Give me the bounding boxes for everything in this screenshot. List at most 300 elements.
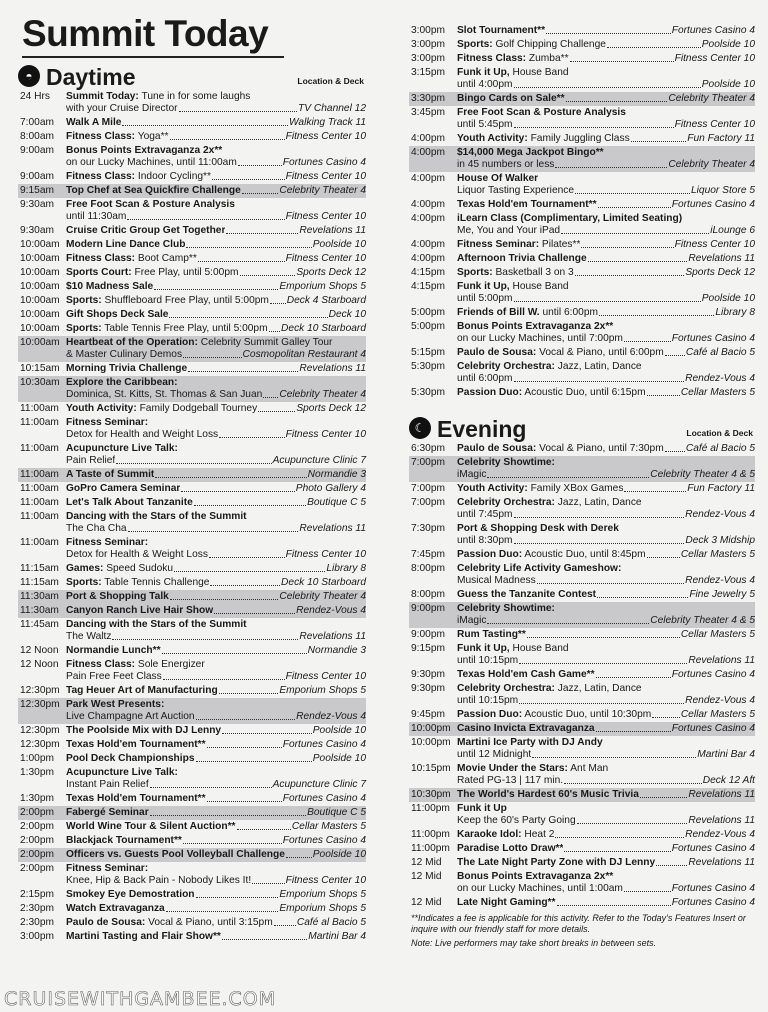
event-subtitle: Pain Free Feet Class <box>66 671 162 682</box>
event-name: Gift Shops Deck Sale <box>66 309 169 320</box>
event-body <box>66 267 366 279</box>
daytime-heading: Daytime <box>46 64 136 90</box>
event-title-line <box>66 917 366 929</box>
event-row <box>18 820 366 834</box>
event-name: The Late Night Party Zone with DJ Lenny <box>457 857 656 868</box>
event-row <box>409 482 755 496</box>
dot-leader <box>647 395 680 396</box>
event-body <box>457 281 755 305</box>
event-description: Acoustic Duo, until 10:30pm <box>522 709 652 720</box>
event-time: 24 Hrs <box>20 91 51 102</box>
event-body <box>66 889 366 901</box>
event-body <box>457 683 755 707</box>
event-subtitle: until 10:15pm <box>457 655 519 666</box>
event-title-line <box>457 683 755 695</box>
event-subtitle: until 7:45pm <box>457 509 513 520</box>
event-body <box>457 669 755 681</box>
dot-leader <box>598 207 671 208</box>
event-row <box>18 766 366 792</box>
event-name: $10 Madness Sale <box>66 281 154 292</box>
event-detail-line <box>457 815 755 827</box>
event-body <box>457 93 755 105</box>
event-time: 9:15pm <box>411 643 445 654</box>
event-title-line <box>66 753 366 765</box>
event-time: 11:00am <box>20 483 59 494</box>
event-name: Canyon Ranch Live Hair Show <box>66 605 214 616</box>
event-time: 10:00am <box>20 253 60 264</box>
dot-leader <box>564 783 702 784</box>
dot-leader <box>154 289 278 290</box>
event-name: Texas Hold'em Tournament** <box>457 199 597 210</box>
event-location: Martini Bar 4 <box>308 931 366 942</box>
event-body <box>457 871 755 895</box>
event-subtitle: The Cha Cha <box>66 523 127 534</box>
event-row <box>18 322 366 336</box>
event-row <box>409 146 755 172</box>
event-description: Shuffleboard Free Play, until 5:00pm <box>101 295 269 306</box>
dot-leader <box>240 275 296 276</box>
event-time: 2:00pm <box>20 835 54 846</box>
event-name: Karaoke Idol: <box>457 829 522 840</box>
event-body <box>66 917 366 929</box>
event-time: 11:15am <box>20 577 59 588</box>
event-body <box>457 897 755 909</box>
event-name: Morning Trivia Challenge <box>66 363 188 374</box>
event-location: Sports Deck 12 <box>296 267 366 278</box>
event-title-line <box>457 67 755 79</box>
event-row <box>409 802 755 828</box>
event-body <box>66 619 366 643</box>
event-body <box>457 549 755 561</box>
event-body <box>66 821 366 833</box>
event-description: Golf Chipping Challenge <box>492 39 606 50</box>
event-detail-line <box>66 349 366 361</box>
event-row <box>18 590 366 604</box>
event-name: Celebrity Orchestra: <box>457 683 555 694</box>
dot-leader <box>607 47 701 48</box>
event-title-line <box>66 323 366 335</box>
event-row <box>18 806 366 820</box>
event-row <box>18 198 366 224</box>
event-description: Vocal & Piano, until 3:15pm <box>145 917 273 928</box>
dot-leader <box>198 261 285 262</box>
event-row <box>409 708 755 722</box>
event-time: 5:30pm <box>411 387 445 398</box>
event-time: 2:00pm <box>20 863 54 874</box>
location-deck-label: Location & Deck <box>297 76 364 86</box>
dot-leader <box>196 719 296 720</box>
event-detail-line <box>66 455 366 467</box>
event-body <box>66 753 366 765</box>
event-subtitle: Instant Pain Relief <box>66 779 149 790</box>
event-row <box>409 442 755 456</box>
event-location: Martini Bar 4 <box>697 749 755 760</box>
event-subtitle: with your Cruise Director <box>66 103 178 114</box>
event-name: Explore the Caribbean: <box>66 377 178 388</box>
event-row <box>18 442 366 468</box>
event-body <box>457 589 755 601</box>
event-location: Fun Factory 11 <box>687 483 755 494</box>
event-row <box>409 266 755 280</box>
afternoon-event-list <box>409 24 755 400</box>
event-body <box>66 835 366 847</box>
event-row <box>18 238 366 252</box>
event-description: Acoustic Duo, until 6:15pm <box>522 387 646 398</box>
event-row <box>409 66 755 92</box>
event-body <box>457 239 755 251</box>
dot-leader <box>487 477 649 478</box>
event-location: Celebrity Theater 4 & 5 <box>650 469 755 480</box>
event-name: Casino Invicta Extravaganza <box>457 723 595 734</box>
event-location: Revelations 11 <box>688 789 755 800</box>
event-time: 3:45pm <box>411 107 445 118</box>
event-detail-line <box>457 119 755 131</box>
event-time: 4:00pm <box>411 133 445 144</box>
event-body <box>66 725 366 737</box>
event-subtitle: on our Lucky Machines, until 7:00pm <box>457 333 623 344</box>
event-name: Dancing with the Stars of the Summit <box>66 511 247 522</box>
event-location: Sports Deck 12 <box>296 403 366 414</box>
event-title-line <box>457 53 755 65</box>
event-name: Pool Deck Championships <box>66 753 195 764</box>
event-body <box>457 857 755 869</box>
event-location: Liquor Store 5 <box>691 185 755 196</box>
event-description: Sole Energizer <box>135 659 205 670</box>
event-body <box>457 803 755 827</box>
event-detail-line <box>457 575 755 587</box>
dot-leader <box>575 275 685 276</box>
event-row <box>18 130 366 144</box>
event-detail-line <box>66 631 366 643</box>
event-location: Fortunes Casino 4 <box>671 199 755 210</box>
dot-leader <box>112 639 298 640</box>
event-time: 10:00pm <box>411 723 451 734</box>
event-row <box>409 642 755 668</box>
event-row <box>18 916 366 930</box>
event-time: 5:00pm <box>411 307 445 318</box>
event-time: 12:30pm <box>20 739 60 750</box>
event-row <box>18 562 366 576</box>
event-name: Celebrity Showtime: <box>457 603 555 614</box>
event-time: 12:30pm <box>20 725 60 736</box>
event-time: 11:00pm <box>411 829 450 840</box>
event-time: 2:00pm <box>20 849 54 860</box>
event-name: Passion Duo: <box>457 709 523 720</box>
event-title-line <box>66 199 366 211</box>
dot-leader <box>174 571 325 572</box>
event-location: Revelations 11 <box>688 253 755 264</box>
event-row <box>18 144 366 170</box>
event-name: Bingo Cards on Sale** <box>457 93 565 104</box>
event-name: Park West Presents: <box>66 699 165 710</box>
event-time: 4:00pm <box>411 253 445 264</box>
dot-leader <box>286 857 312 858</box>
event-body <box>457 483 755 495</box>
event-body <box>66 337 366 361</box>
event-name: Fabergé Seminar <box>66 807 149 818</box>
event-description: House Band <box>509 643 569 654</box>
event-name: GoPro Camera Seminar <box>66 483 181 494</box>
event-body <box>66 605 366 617</box>
event-location: Fitness Center 10 <box>674 239 755 250</box>
event-description: Table Tennis Free Play, until 5:00pm <box>101 323 268 334</box>
dot-leader <box>624 341 671 342</box>
event-name: Officers vs. Guests Pool Volleyball Challenge <box>66 849 285 860</box>
event-time: 3:15pm <box>411 67 445 78</box>
event-location: Emporium Shops 5 <box>279 903 366 914</box>
event-name: Modern Line Dance Club <box>66 239 186 250</box>
event-detail-line <box>457 775 755 787</box>
event-title-line <box>66 767 366 779</box>
event-row <box>18 482 366 496</box>
event-location: TV Channel 12 <box>298 103 366 114</box>
dot-leader <box>150 815 306 816</box>
event-name: Funk it Up, <box>457 643 510 654</box>
event-title-line <box>457 267 755 279</box>
dot-leader <box>575 193 690 194</box>
event-body <box>66 253 366 265</box>
event-body <box>457 199 755 211</box>
event-location: Revelations 11 <box>688 655 755 666</box>
event-title-line <box>66 685 366 697</box>
event-row <box>409 306 755 320</box>
event-name: Youth Activity: <box>66 403 137 414</box>
event-time: 3:00pm <box>411 39 445 50</box>
event-name: Normandie Lunch** <box>66 645 161 656</box>
dot-leader <box>237 829 291 830</box>
event-name: Cruise Critic Group Get Together <box>66 225 226 236</box>
event-location: Revelations 11 <box>688 857 755 868</box>
event-body <box>66 511 366 535</box>
event-name: Funk it Up <box>457 803 507 814</box>
event-title-line <box>66 443 366 455</box>
event-detail-line <box>457 655 755 667</box>
event-subtitle: Me, You and Your iPad <box>457 225 561 236</box>
event-title-line <box>457 603 755 615</box>
event-time: 10:00pm <box>411 737 451 748</box>
event-location: Fitness Center 10 <box>674 119 755 130</box>
event-location: Emporium Shops 5 <box>279 685 366 696</box>
dot-leader <box>555 167 667 168</box>
event-name: Free Foot Scan & Posture Analysis <box>457 107 626 118</box>
event-location: Fortunes Casino 4 <box>282 835 366 846</box>
event-row <box>409 828 755 842</box>
event-title-line <box>66 725 366 737</box>
event-body <box>66 537 366 561</box>
event-time: 2:00pm <box>20 807 54 818</box>
event-location: iLounge 6 <box>710 225 755 236</box>
event-body <box>66 171 366 183</box>
dot-leader <box>128 531 299 532</box>
event-location: Celebrity Theater 4 <box>668 93 755 104</box>
event-name: Fitness Class: <box>66 131 136 142</box>
event-body <box>66 363 366 375</box>
event-body <box>66 417 366 441</box>
event-name: Youth Activity: <box>457 133 528 144</box>
watermark: CRUISEWITHGAMBEE.COM <box>4 988 277 1010</box>
event-description: Tune in for some laughs <box>138 91 251 102</box>
event-description: Celebrity Summit Galley Tour <box>197 337 333 348</box>
event-body <box>457 563 755 587</box>
dot-leader <box>263 397 278 398</box>
event-name: Celebrity Life Activity Gameshow: <box>457 563 622 574</box>
event-title-line <box>457 281 755 293</box>
event-time: 12 Mid <box>411 857 442 868</box>
event-body <box>457 723 755 735</box>
event-title-line <box>457 897 755 909</box>
event-title-line <box>457 871 755 883</box>
event-time: 12 Noon <box>20 645 59 656</box>
event-title-line <box>66 903 366 915</box>
event-title-line <box>457 239 755 251</box>
event-location: Acupuncture Clinic 7 <box>272 455 366 466</box>
event-location: Deck 12 Aft <box>702 775 755 786</box>
event-name: Tag Heuer Art of Manufacturing <box>66 685 218 696</box>
event-location: Rendez-Vous 4 <box>296 605 366 616</box>
event-body <box>66 685 366 697</box>
dot-leader <box>532 757 696 758</box>
event-detail-line <box>66 523 366 535</box>
event-time: 2:00pm <box>20 821 54 832</box>
live-footnote: Note: Live performers may take short breaks in between sets. <box>411 938 657 948</box>
event-name: Celebrity Showtime: <box>457 457 555 468</box>
event-name: Paulo de Sousa: <box>66 917 146 928</box>
event-name: Port & Shopping Desk with Derek <box>457 523 619 534</box>
event-title-line <box>66 497 366 509</box>
event-name: Acupuncture Live Talk: <box>66 767 178 778</box>
event-description: Jazz, Latin, Dance <box>554 497 642 508</box>
event-title-line <box>66 91 366 103</box>
dot-leader <box>183 357 241 358</box>
event-title-line <box>66 337 366 349</box>
event-name: Games: <box>66 563 104 574</box>
event-row <box>18 536 366 562</box>
event-row <box>409 788 755 802</box>
event-description: Vocal & Piano, until 6:00pm <box>536 347 664 358</box>
event-body <box>457 629 755 641</box>
event-location: Celebrity Theater 4 <box>668 159 755 170</box>
event-time: 2:30pm <box>20 917 54 928</box>
dot-leader <box>269 331 280 332</box>
event-name: Paulo de Sousa: <box>457 443 537 454</box>
dot-leader <box>258 411 295 412</box>
event-detail-line <box>457 469 755 481</box>
event-time: 1:00pm <box>20 753 54 764</box>
event-description: House Band <box>509 67 569 78</box>
event-time: 10:15pm <box>411 763 451 774</box>
event-row <box>409 106 755 132</box>
event-time: 3:00pm <box>411 25 445 36</box>
dot-leader <box>196 761 312 762</box>
dot-leader <box>577 823 688 824</box>
dot-leader <box>207 801 282 802</box>
dot-leader <box>570 61 674 62</box>
event-location: Poolside 10 <box>701 39 755 50</box>
event-title-line <box>457 497 755 509</box>
event-time: 9:30am <box>20 199 54 210</box>
event-time: 9:30am <box>20 225 54 236</box>
event-row <box>18 402 366 416</box>
event-time: 9:15am <box>20 185 54 196</box>
event-detail-line <box>457 79 755 91</box>
event-row <box>409 682 755 708</box>
event-name: Free Foot Scan & Posture Analysis <box>66 199 235 210</box>
dot-leader <box>212 179 285 180</box>
dot-leader <box>219 437 284 438</box>
event-location: Fitness Center 10 <box>285 131 366 142</box>
dot-leader <box>179 111 298 112</box>
event-location: Fitness Center 10 <box>285 211 366 222</box>
event-body <box>457 53 755 65</box>
event-name: Texas Hold'em Cash Game** <box>457 669 595 680</box>
event-title-line <box>66 835 366 847</box>
event-time: 9:00am <box>20 171 54 182</box>
event-location: Fitness Center 10 <box>285 429 366 440</box>
event-title-line <box>66 563 366 575</box>
dot-leader <box>487 623 649 624</box>
dot-leader <box>566 101 668 102</box>
event-row <box>409 280 755 306</box>
event-description: Vocal & Piano, until 7:30pm <box>536 443 664 454</box>
event-title-line <box>66 253 366 265</box>
event-row <box>18 576 366 590</box>
event-title-line <box>66 131 366 143</box>
event-description: Pilates** <box>539 239 581 250</box>
event-title-line <box>457 563 755 575</box>
event-location: Cellar Masters 5 <box>291 821 366 832</box>
event-location: Deck 10 Starboard <box>281 577 366 588</box>
event-time: 11:00am <box>20 469 59 480</box>
event-row <box>18 698 366 724</box>
event-title-line <box>66 659 366 671</box>
event-detail-line <box>66 875 366 887</box>
event-row <box>18 510 366 536</box>
event-description: until 6:00pm <box>539 307 598 318</box>
event-subtitle: until 5:45pm <box>457 119 513 130</box>
event-title-line <box>457 321 755 333</box>
event-body <box>66 793 366 805</box>
event-title-line <box>66 889 366 901</box>
event-body <box>457 147 755 171</box>
event-title-line <box>457 253 755 265</box>
event-body <box>66 497 366 509</box>
event-subtitle: until 11:30am <box>66 211 127 222</box>
event-detail-line <box>457 333 755 345</box>
event-name: World Wine Tour & Silent Auction** <box>66 821 236 832</box>
dot-leader <box>242 193 279 194</box>
event-detail-line <box>457 615 755 627</box>
event-title-line <box>66 849 366 861</box>
event-body <box>66 483 366 495</box>
event-time: 4:15pm <box>411 281 445 292</box>
event-name: Martini Tasting and Flair Show** <box>66 931 221 942</box>
event-location: Fortunes Casino 4 <box>671 843 755 854</box>
event-name: Let's Talk About Tanzanite <box>66 497 193 508</box>
daytime-section-header <box>18 62 366 90</box>
event-title-line <box>457 857 755 869</box>
event-description: Jazz, Latin, Dance <box>554 683 642 694</box>
event-body <box>457 25 755 37</box>
event-title-line <box>66 739 366 751</box>
event-name: Fitness Seminar: <box>457 239 540 250</box>
event-body <box>457 321 755 345</box>
event-location: Poolside 10 <box>701 293 755 304</box>
event-body <box>66 295 366 307</box>
event-title-line <box>66 239 366 251</box>
event-time: 10:00am <box>20 309 60 320</box>
event-time: 10:00am <box>20 323 60 334</box>
event-title-line <box>66 267 366 279</box>
